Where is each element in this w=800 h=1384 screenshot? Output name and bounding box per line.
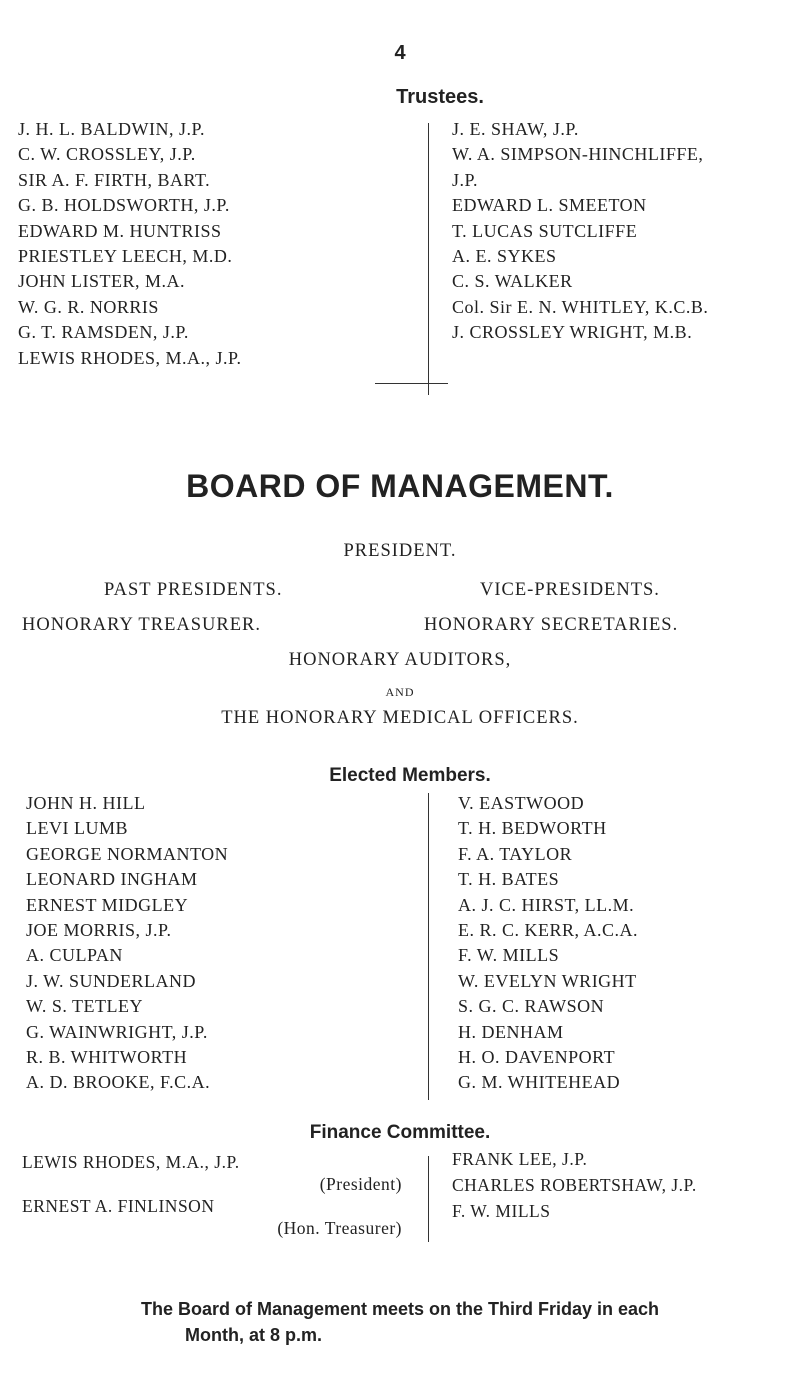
trustee-name: PRIESTLEY LEECH, M.D. — [18, 246, 233, 267]
finance-left-column — [22, 1151, 402, 1239]
finance-right-column — [452, 1146, 697, 1224]
trustee-name: EDWARD L. SMEETON — [452, 195, 647, 216]
finance-committee-heading: Finance Committee. — [309, 1122, 491, 1143]
member-name: J. W. SUNDERLAND — [26, 970, 197, 991]
trustee-name: W. A. SIMPSON-HINCHLIFFE, — [452, 144, 704, 165]
member-name: E. R. C. KERR, A.C.A. — [458, 920, 639, 941]
member-name: G. WAINWRIGHT, J.P. — [26, 1021, 208, 1042]
finance-member-name: FRANK LEE, J.P. — [452, 1149, 588, 1169]
trustee-name: W. G. R. NORRIS — [18, 296, 159, 317]
trustee-name: JOHN LISTER, M.A. — [18, 271, 186, 292]
trustee-name: C. S. WALKER — [452, 271, 573, 292]
elected-right-column — [458, 791, 638, 1096]
member-name: G. M. WHITEHEAD — [458, 1072, 621, 1093]
office-medical-officers: THE HONORARY MEDICAL OFFICERS. — [221, 708, 579, 728]
and-connector: AND — [385, 685, 415, 699]
trustee-name: EDWARD M. HUNTRISS — [18, 220, 222, 241]
member-name: LEVI LUMB — [26, 818, 128, 839]
member-name: R. B. WHITWORTH — [26, 1047, 188, 1068]
meeting-note-line: Month, at 8 p.m. — [185, 1325, 322, 1345]
member-name: ERNEST MIDGLEY — [26, 894, 189, 915]
office-hon-auditors: HONORARY AUDITORS, — [288, 650, 512, 670]
member-name: A. D. BROOKE, F.C.A. — [26, 1072, 211, 1093]
trustee-name: A. E. SYKES — [452, 246, 557, 267]
elected-members-heading: Elected Members. — [329, 765, 491, 786]
trustees-column-divider — [428, 123, 429, 395]
finance-member-role: (Hon. Treasurer) — [277, 1218, 402, 1238]
member-name: H. O. DAVENPORT — [458, 1047, 616, 1068]
finance-member-name: LEWIS RHODES, M.A., J.P. — [22, 1152, 240, 1172]
section-divider — [375, 383, 448, 384]
trustee-name: G. B. HOLDSWORTH, J.P. — [18, 195, 230, 216]
page-number: 4 — [394, 42, 406, 64]
member-name: T. H. BATES — [458, 869, 560, 890]
board-heading: BOARD OF MANAGEMENT. — [186, 468, 614, 504]
member-name: A. CULPAN — [26, 945, 123, 966]
member-name: T. H. BEDWORTH — [458, 818, 607, 839]
office-vice-presidents: VICE-PRESIDENTS. — [480, 580, 660, 600]
member-name: A. J. C. HIRST, LL.M. — [458, 894, 635, 915]
member-name: V. EASTWOOD — [458, 793, 585, 813]
trustee-name: C. W. CROSSLEY, J.P. — [18, 144, 196, 165]
elected-column-divider — [428, 793, 429, 1100]
trustee-name: Col. Sir E. N. WHITLEY, K.C.B. — [452, 296, 709, 317]
finance-member-name: ERNEST A. FINLINSON — [22, 1196, 215, 1216]
finance-column-divider — [428, 1156, 429, 1242]
trustee-name: SIR A. F. FIRTH, BART. — [18, 169, 211, 190]
member-name: F. A. TAYLOR — [458, 843, 573, 864]
meeting-note-line: The Board of Management meets on the Third Friday in each — [140, 1299, 660, 1319]
trustee-name: J.P. — [452, 169, 479, 190]
office-hon-treasurer: HONORARY TREASURER. — [22, 615, 261, 635]
member-name: S. G. C. RAWSON — [458, 996, 605, 1017]
meeting-note — [0, 1296, 800, 1348]
trustees-heading: Trustees. — [396, 86, 484, 108]
finance-member-name: CHARLES ROBERTSHAW, J.P. — [452, 1175, 697, 1195]
member-name: JOE MORRIS, J.P. — [26, 920, 172, 941]
member-name: LEONARD INGHAM — [26, 869, 198, 890]
office-president: PRESIDENT. — [343, 541, 457, 561]
office-past-presidents: PAST PRESIDENTS. — [104, 580, 283, 600]
office-hon-secretaries: HONORARY SECRETARIES. — [424, 615, 679, 635]
member-name: H. DENHAM — [458, 1021, 564, 1042]
trustee-name: J. CROSSLEY WRIGHT, M.B. — [452, 322, 693, 343]
member-name: JOHN H. HILL — [26, 793, 146, 813]
finance-member-role: (President) — [319, 1174, 402, 1194]
member-name: W. S. TETLEY — [26, 996, 143, 1017]
member-name: GEORGE NORMANTON — [26, 843, 229, 864]
member-name: F. W. MILLS — [458, 945, 560, 966]
trustees-right-column — [452, 117, 708, 346]
trustee-name: G. T. RAMSDEN, J.P. — [18, 322, 189, 343]
elected-left-column — [26, 791, 228, 1096]
trustee-name: T. LUCAS SUTCLIFFE — [452, 220, 638, 241]
trustee-name: J. E. SHAW, J.P. — [452, 119, 579, 139]
trustee-name: J. H. L. BALDWIN, J.P. — [18, 119, 206, 139]
member-name: W. EVELYN WRIGHT — [458, 970, 637, 991]
trustees-left-column — [18, 117, 242, 371]
trustee-name: LEWIS RHODES, M.A., J.P. — [18, 347, 242, 368]
finance-member-name: F. W. MILLS — [452, 1201, 551, 1221]
